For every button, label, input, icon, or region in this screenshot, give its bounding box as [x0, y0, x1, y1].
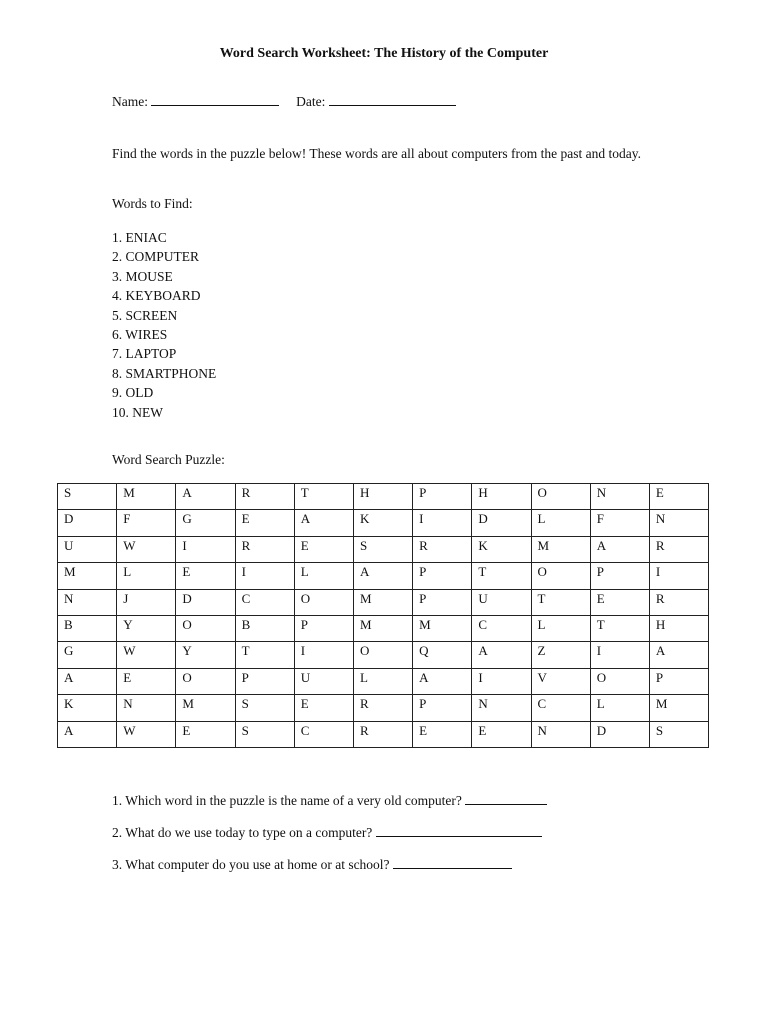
grid-cell: E: [117, 668, 176, 694]
grid-cell: Z: [531, 642, 590, 668]
grid-cell: O: [176, 615, 235, 641]
grid-cell: N: [649, 510, 708, 536]
grid-cell: R: [235, 536, 294, 562]
intro-text: Find the words in the puzzle below! These words are all about computers from the past and today.: [112, 146, 641, 161]
grid-cell: R: [649, 589, 708, 615]
grid-cell: S: [58, 484, 117, 510]
word-list-item: 4. KEYBOARD: [112, 288, 201, 304]
grid-cell: L: [531, 510, 590, 536]
grid-cell: L: [590, 695, 649, 721]
puzzle-heading: Word Search Puzzle:: [112, 452, 225, 467]
grid-cell: E: [590, 589, 649, 615]
grid-cell: E: [235, 510, 294, 536]
grid-cell: T: [294, 484, 353, 510]
worksheet-title: Word Search Worksheet: The History of the Computer: [219, 46, 549, 61]
grid-cell: V: [531, 668, 590, 694]
grid-cell: O: [590, 668, 649, 694]
grid-cell: C: [294, 721, 353, 747]
answer-3-blank[interactable]: [393, 856, 512, 869]
grid-cell: J: [117, 589, 176, 615]
grid-cell: U: [58, 536, 117, 562]
name-label: Name:: [112, 94, 148, 109]
grid-cell: R: [353, 695, 412, 721]
grid-cell: P: [413, 563, 472, 589]
grid-cell: M: [176, 695, 235, 721]
grid-cell: S: [235, 695, 294, 721]
grid-cell: U: [472, 589, 531, 615]
word-list-item: 2. COMPUTER: [112, 249, 200, 265]
grid-cell: N: [590, 484, 649, 510]
grid-cell: R: [649, 536, 708, 562]
grid-row: [58, 695, 709, 721]
question-2-text: 2. What do we use today to type on a computer?: [112, 825, 373, 840]
grid-cell: D: [58, 510, 117, 536]
grid-cell: G: [176, 510, 235, 536]
grid-row: [58, 642, 709, 668]
grid-cell: T: [472, 563, 531, 589]
grid-row: [58, 484, 709, 510]
grid-cell: E: [294, 695, 353, 721]
word-search-grid: [57, 483, 709, 748]
answer-1-blank[interactable]: [465, 792, 547, 805]
grid-cell: B: [235, 615, 294, 641]
grid-cell: T: [531, 589, 590, 615]
words-heading: Words to Find:: [112, 196, 193, 211]
grid-cell: E: [649, 484, 708, 510]
grid-cell: I: [472, 668, 531, 694]
grid-cell: M: [531, 536, 590, 562]
grid-cell: I: [235, 563, 294, 589]
word-list-item: 7. LAPTOP: [112, 346, 177, 362]
word-list-item: 8. SMARTPHONE: [112, 365, 217, 381]
question-3: [112, 856, 512, 873]
grid-cell: W: [117, 642, 176, 668]
grid-cell: P: [235, 668, 294, 694]
grid-cell: W: [117, 721, 176, 747]
grid-cell: H: [353, 484, 412, 510]
grid-cell: D: [472, 510, 531, 536]
word-list-item: 1. ENIAC: [112, 230, 167, 245]
grid-cell: K: [472, 536, 531, 562]
grid-row: [58, 536, 709, 562]
grid-cell: O: [294, 589, 353, 615]
name-blank[interactable]: [151, 93, 279, 106]
grid-cell: A: [649, 642, 708, 668]
grid-cell: P: [649, 668, 708, 694]
grid-cell: P: [413, 484, 472, 510]
grid-cell: R: [413, 536, 472, 562]
grid-cell: T: [235, 642, 294, 668]
grid-cell: A: [590, 536, 649, 562]
grid-row: [58, 668, 709, 694]
grid-cell: H: [649, 615, 708, 641]
grid-cell: A: [294, 510, 353, 536]
grid-cell: E: [176, 721, 235, 747]
grid-cell: P: [294, 615, 353, 641]
question-1: [112, 792, 547, 809]
grid-cell: L: [531, 615, 590, 641]
grid-cell: I: [294, 642, 353, 668]
grid-cell: G: [58, 642, 117, 668]
grid-row: [58, 721, 709, 747]
grid-row: [58, 615, 709, 641]
grid-cell: O: [531, 484, 590, 510]
word-list-item: 10. NEW: [112, 404, 163, 420]
grid-cell: S: [649, 721, 708, 747]
word-list-item: 5. SCREEN: [112, 307, 178, 323]
grid-cell: W: [117, 536, 176, 562]
grid-cell: O: [353, 642, 412, 668]
grid-cell: N: [531, 721, 590, 747]
grid-cell: A: [353, 563, 412, 589]
word-list: [112, 228, 216, 422]
grid-cell: L: [117, 563, 176, 589]
grid-cell: D: [590, 721, 649, 747]
grid-cell: F: [117, 510, 176, 536]
grid-cell: K: [353, 510, 412, 536]
grid-cell: I: [413, 510, 472, 536]
grid-cell: R: [235, 484, 294, 510]
grid-cell: E: [176, 563, 235, 589]
grid-cell: Y: [117, 615, 176, 641]
grid-cell: C: [235, 589, 294, 615]
grid-cell: P: [413, 695, 472, 721]
word-list-item: 6. WIRES: [112, 327, 168, 343]
grid-cell: M: [117, 484, 176, 510]
question-1-text: 1. Which word in the puzzle is the name of a very old computer?: [112, 793, 462, 808]
word-list-item: 3. MOUSE: [112, 268, 173, 284]
grid-cell: M: [649, 695, 708, 721]
grid-cell: M: [353, 589, 412, 615]
grid-cell: I: [649, 563, 708, 589]
question-2: [112, 824, 542, 841]
grid-cell: M: [413, 615, 472, 641]
grid-cell: A: [176, 484, 235, 510]
grid-cell: Y: [176, 642, 235, 668]
grid-cell: A: [413, 668, 472, 694]
grid-cell: C: [472, 615, 531, 641]
grid-cell: B: [58, 615, 117, 641]
date-blank[interactable]: [329, 93, 456, 106]
grid-cell: H: [472, 484, 531, 510]
name-date-row: [112, 93, 456, 110]
grid-cell: D: [176, 589, 235, 615]
grid-cell: A: [58, 668, 117, 694]
grid-cell: N: [472, 695, 531, 721]
grid-cell: U: [294, 668, 353, 694]
grid-cell: S: [353, 536, 412, 562]
grid-cell: I: [176, 536, 235, 562]
grid-cell: T: [590, 615, 649, 641]
grid-cell: O: [531, 563, 590, 589]
grid-cell: K: [58, 695, 117, 721]
grid-cell: E: [294, 536, 353, 562]
question-3-text: 3. What computer do you use at home or at school?: [112, 857, 390, 872]
grid-cell: P: [413, 589, 472, 615]
word-list-item: 9. OLD: [112, 385, 154, 401]
grid-cell: R: [353, 721, 412, 747]
grid-cell: E: [413, 721, 472, 747]
grid-cell: F: [590, 510, 649, 536]
grid-cell: O: [176, 668, 235, 694]
grid-cell: L: [353, 668, 412, 694]
grid-row: [58, 510, 709, 536]
grid-cell: N: [117, 695, 176, 721]
grid-cell: N: [58, 589, 117, 615]
grid-row: [58, 563, 709, 589]
grid-cell: E: [472, 721, 531, 747]
grid-row: [58, 589, 709, 615]
grid-cell: L: [294, 563, 353, 589]
grid-cell: P: [590, 563, 649, 589]
grid-cell: M: [353, 615, 412, 641]
grid-cell: M: [58, 563, 117, 589]
grid-cell: A: [472, 642, 531, 668]
grid-cell: Q: [413, 642, 472, 668]
date-label: Date:: [296, 94, 326, 109]
answer-2-blank[interactable]: [376, 824, 542, 837]
grid-cell: A: [58, 721, 117, 747]
grid-cell: C: [531, 695, 590, 721]
grid-cell: I: [590, 642, 649, 668]
grid-cell: S: [235, 721, 294, 747]
